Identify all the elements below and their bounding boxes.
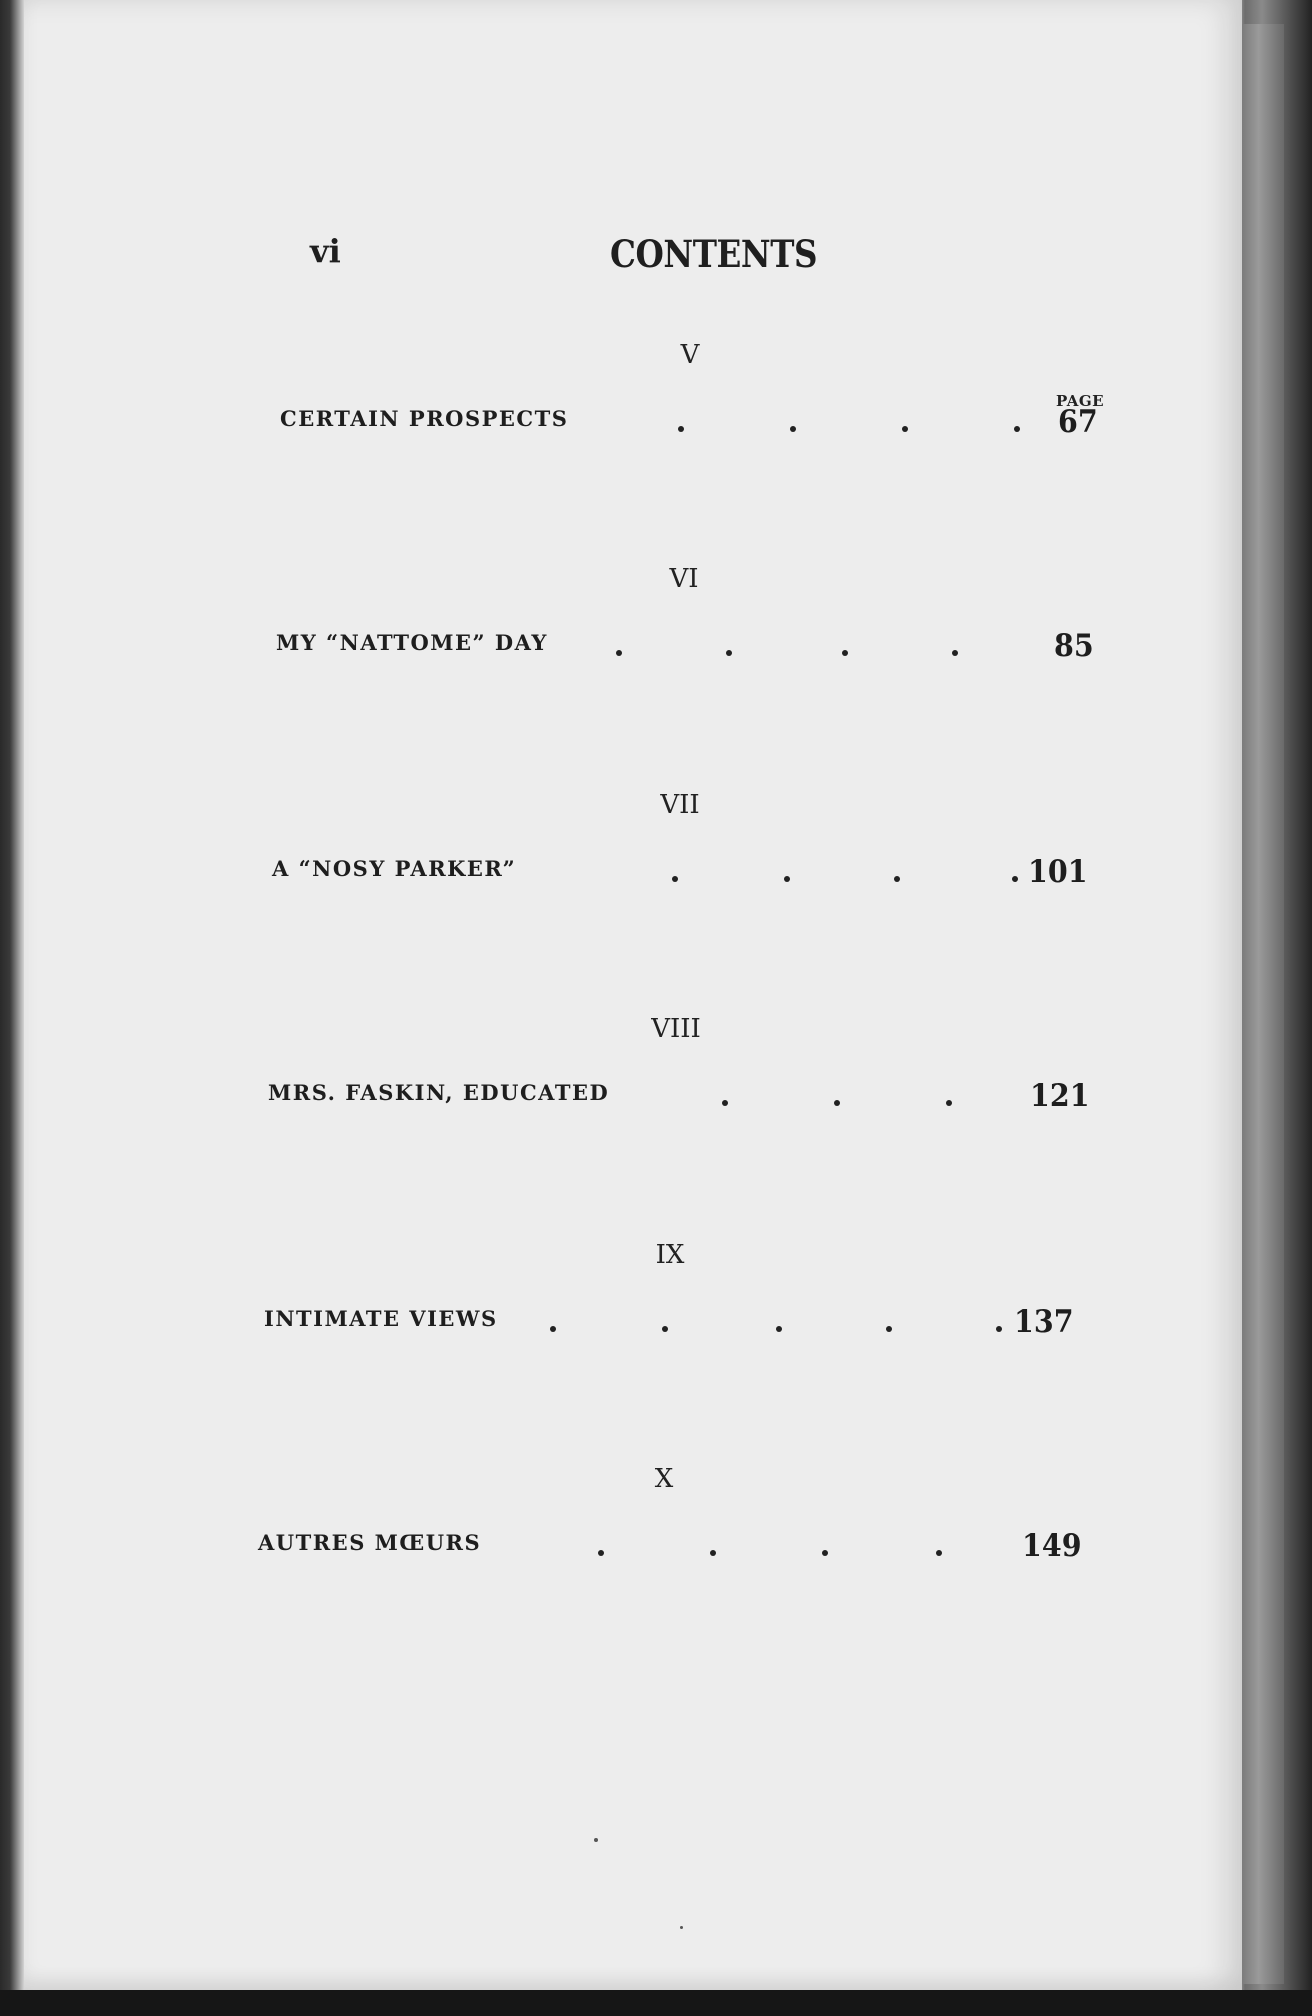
chapter-title: MY “NATTOME” DAY [276,630,548,655]
page-number: vi [310,232,341,270]
leader-dot [894,876,900,882]
leader-dot [946,1100,952,1106]
toc-entry [24,790,1242,950]
leader-dot [902,426,908,432]
chapter-number: X [654,1464,674,1494]
chapter-title: CERTAIN PROSPECTS [280,406,569,431]
chapter-number: VIII [651,1014,701,1044]
chapter-number: IX [655,1240,685,1270]
chapter-number: VI [669,564,699,594]
chapter-number: V [680,340,700,370]
leader-dot [710,1550,716,1556]
leader-dot [550,1326,556,1332]
chapter-title: MRS. FASKIN, EDUCATED [268,1080,610,1105]
page-reference: 67 [1058,404,1098,440]
page-reference: 101 [1028,854,1088,890]
toc-entry [24,1464,1242,1624]
chapter-title: AUTRES MŒURS [258,1530,482,1555]
book-page [24,0,1242,1990]
leader-dot [790,426,796,432]
toc-entry [24,1014,1242,1174]
leader-dot [1012,876,1018,882]
page-title: CONTENTS [610,232,818,276]
leader-dot [886,1326,892,1332]
page-reference: 137 [1014,1304,1074,1340]
leader-dot [784,876,790,882]
leader-dot [842,650,848,656]
leader-dot [996,1326,1002,1332]
page-reference: 121 [1030,1078,1090,1114]
leader-dot [834,1100,840,1106]
chapter-number: VII [660,790,700,820]
leader-dot [726,650,732,656]
leader-dot [776,1326,782,1332]
toc-entry [24,1240,1242,1400]
leader-dot [722,1100,728,1106]
scan-bottom-edge [0,1990,1312,2016]
leader-dot [616,650,622,656]
leader-dot [672,876,678,882]
leader-dot [936,1550,942,1556]
leader-dot [662,1326,668,1332]
toc-entry [24,340,1242,500]
paper-speck [594,1838,598,1842]
paper-speck [680,1926,683,1929]
chapter-title: INTIMATE VIEWS [264,1306,498,1331]
chapter-title: A “NOSY PARKER” [272,856,517,881]
leader-dot [678,426,684,432]
leader-dot [952,650,958,656]
adjacent-page-edge [1242,24,1284,1984]
leader-dot [598,1550,604,1556]
leader-dot [822,1550,828,1556]
page-column-label: PAGE [1056,392,1105,410]
page-reference: 149 [1022,1528,1082,1564]
leader-dot [1014,426,1020,432]
page-reference: 85 [1054,628,1094,664]
toc-entry [24,564,1242,724]
